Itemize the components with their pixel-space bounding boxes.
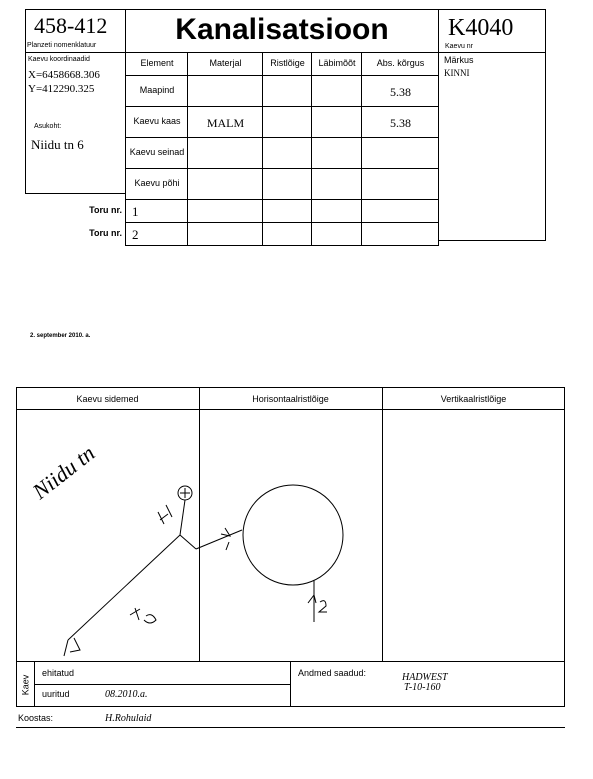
coordinate-y: Y=412290.325 xyxy=(28,83,95,95)
table-header-label: Läbimõõt xyxy=(318,58,356,68)
sheet-number: 458-412 xyxy=(34,13,108,38)
well-id: K4040 xyxy=(448,15,514,41)
sheet-caption: Planzeti nomenklatuur xyxy=(27,42,97,49)
well-id-caption: Kaevu nr xyxy=(445,43,474,50)
date-line: 2. september 2010. a. xyxy=(30,333,91,339)
street-label: Niidu tn xyxy=(27,440,100,504)
data-source-line1: HADWEST xyxy=(402,672,448,683)
panel-title-connections: Kaevu sidemed xyxy=(76,394,139,404)
notes-header: Märkus xyxy=(444,55,474,65)
surveyed-label: uuritud xyxy=(42,689,70,699)
table-cell-value: Kaevu põhi xyxy=(134,178,180,188)
table-header-label: Abs. kõrgus xyxy=(376,58,425,68)
table-cell-value: Kaevu kaas xyxy=(133,116,181,126)
table-cell-value: MALM xyxy=(206,116,245,130)
pipe-number: 1 xyxy=(132,204,139,219)
author-value: H.Rohulaid xyxy=(105,713,152,724)
table-cell-value: Kaevu seinad xyxy=(129,147,185,157)
coordinate-x: X=6458668.306 xyxy=(28,69,100,81)
table-header-label: Element xyxy=(140,58,174,68)
surveyed-value: 08.2010.a. xyxy=(105,689,148,700)
panel-title-vertical: Vertikaalristlõige xyxy=(440,394,507,404)
table-cell-value: Maapind xyxy=(139,85,175,95)
footer-row-divider xyxy=(34,684,290,685)
table-cell-value: 5.38 xyxy=(390,116,411,130)
location-value: Niidu tn 6 xyxy=(31,137,84,152)
location-caption: Asukoht: xyxy=(34,123,62,130)
footer-mid-divider xyxy=(290,662,291,707)
footer-vertical-label: Kaev xyxy=(20,674,31,696)
data-source-label: Andmed saadud: xyxy=(298,668,367,678)
built-label: ehitatud xyxy=(42,668,75,678)
pipe-number: 2 xyxy=(132,227,139,242)
pipe-label: Toru nr. xyxy=(89,228,122,238)
coordinates-caption: Kaevu koordinaadid xyxy=(28,56,90,63)
horizontal-section-circle xyxy=(243,485,343,585)
table-header-label: Ristlõige xyxy=(270,58,305,68)
page-title: Kanalisatsioon xyxy=(175,13,389,46)
notes-value: KINNI xyxy=(444,68,470,78)
author-label: Koostas: xyxy=(18,713,54,723)
author-underline xyxy=(16,727,565,728)
panel-title-horizontal: Horisontaalristlõige xyxy=(252,394,329,404)
table-header-label: Materjal xyxy=(209,58,242,68)
pipe-label: Toru nr. xyxy=(89,205,122,215)
table-cell-value: 5.38 xyxy=(390,85,411,99)
data-source-line2: T-10-160 xyxy=(404,682,441,693)
